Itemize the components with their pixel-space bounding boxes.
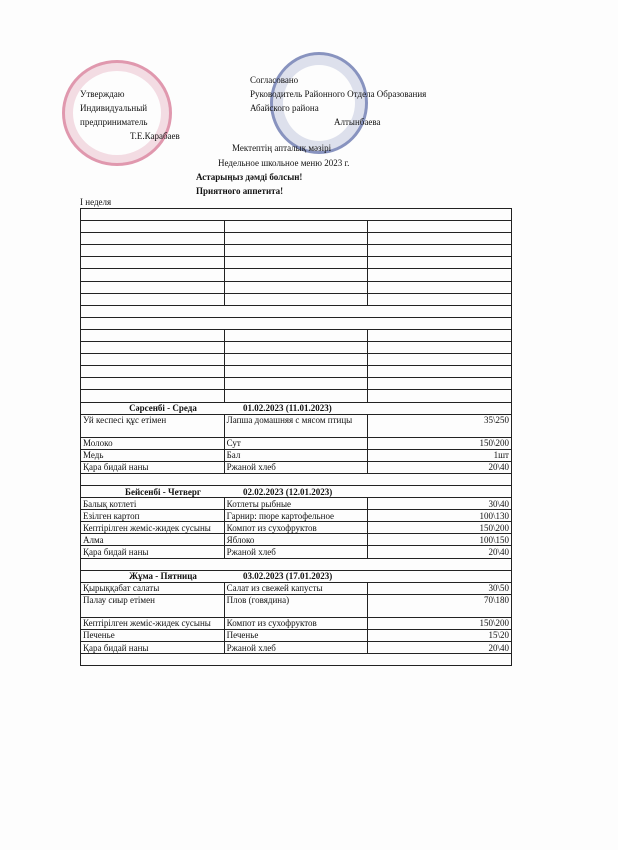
dish-kz: Кептірілген жеміс-жидек сусыны <box>81 617 225 629</box>
dish-ru: Компот из сухофруктов <box>224 617 368 629</box>
dish-qty: 150\200 <box>368 522 512 534</box>
dish-ru: Ржаной хлеб <box>224 546 368 558</box>
dish-kz: Кептірілген жеміс-жидек сусыны <box>81 522 225 534</box>
dish-ru: Печенье <box>224 629 368 641</box>
dish-kz: Қырыққабат салаты <box>81 582 225 594</box>
dish-kz: Алма <box>81 534 225 546</box>
dish-qty: 20\40 <box>368 461 512 473</box>
approve-right-line3: Абайского района <box>250 103 319 113</box>
dish-kz: Молоко <box>81 437 225 449</box>
table-row <box>81 642 512 654</box>
dish-ru: Гарнир: пюре картофельное <box>224 510 368 522</box>
table-row <box>81 498 512 510</box>
approve-left-name: Т.Е.Карабаев <box>130 131 180 141</box>
table-row <box>81 594 512 617</box>
table-row <box>81 449 512 461</box>
dish-qty: 20\40 <box>368 642 512 654</box>
dish-kz: Балық котлеті <box>81 498 225 510</box>
day-date: 03.02.2023 (17.01.2023) <box>243 571 333 582</box>
dish-qty: 20\40 <box>368 546 512 558</box>
dish-kz: Езілген картоп <box>81 510 225 522</box>
day-date: 02.02.2023 (12.01.2023) <box>243 486 333 497</box>
dish-kz: Қара бидай наны <box>81 461 225 473</box>
title-kz: Мектептің апталық мәзірі <box>232 143 332 153</box>
day-date: 01.02.2023 (11.01.2023) <box>243 403 332 414</box>
day-name: Бейсенбі - Четверг <box>125 486 201 497</box>
table-row <box>81 534 512 546</box>
dish-qty: 30\50 <box>368 582 512 594</box>
approve-left-line3: предприниматель <box>80 117 148 127</box>
approve-left-line1: Утверждаю <box>80 89 125 99</box>
table-row <box>81 510 512 522</box>
dish-qty: 150\200 <box>368 617 512 629</box>
table-row <box>81 414 512 437</box>
wish-kz: Астарыңыз дәмді болсын! <box>196 172 303 182</box>
dish-kz: Медь <box>81 449 225 461</box>
approve-left-line2: Индивидуальный <box>80 103 148 113</box>
dish-qty: 15\20 <box>368 629 512 641</box>
dish-ru: Яблоко <box>224 534 368 546</box>
table-row <box>81 461 512 473</box>
dish-qty: 70\180 <box>368 594 512 617</box>
dish-kz: Печенье <box>81 629 225 641</box>
dish-ru: Ржаной хлеб <box>224 461 368 473</box>
title-ru: Недельное школьное меню 2023 г. <box>218 158 350 168</box>
dish-qty: 30\40 <box>368 498 512 510</box>
wish-ru: Приятного аппетита! <box>196 186 284 196</box>
menu-table <box>80 208 512 666</box>
dish-ru: Ржаной хлеб <box>224 642 368 654</box>
dish-kz: Қара бидай наны <box>81 642 225 654</box>
dish-kz: Палау сиыр етімен <box>81 594 225 617</box>
day-name: Сәрсенбі - Среда <box>129 403 197 414</box>
dish-qty: 100\130 <box>368 510 512 522</box>
day-header <box>81 570 512 582</box>
week-label: I неделя <box>80 197 112 207</box>
dish-ru: Бал <box>224 449 368 461</box>
table-row <box>81 437 512 449</box>
dish-ru: Котлеты рыбные <box>224 498 368 510</box>
dish-ru: Салат из свежей капусты <box>224 582 368 594</box>
dish-qty: 1шт <box>368 449 512 461</box>
dish-qty: 35\250 <box>368 414 512 437</box>
approve-right-line1: Согласовано <box>250 75 299 85</box>
dish-ru: Лапша домашняя с мясом птицы <box>224 414 368 437</box>
blank-cell <box>81 209 512 221</box>
dish-ru: Сут <box>224 437 368 449</box>
dish-kz: Қара бидай наны <box>81 546 225 558</box>
dish-kz: Уй кеспесі құс етімен <box>81 414 225 437</box>
table-row <box>81 617 512 629</box>
approve-right-name: Алтынбаева <box>334 117 381 127</box>
dish-ru: Компот из сухофруктов <box>224 522 368 534</box>
day-header <box>81 485 512 497</box>
dish-ru: Плов (говядина) <box>224 594 368 617</box>
table-row <box>81 546 512 558</box>
day-name: Жұма - Пятница <box>129 571 197 582</box>
approve-right-line2: Руководитель Районного Отдела Образования <box>250 89 427 99</box>
dish-qty: 150\200 <box>368 437 512 449</box>
table-row <box>81 522 512 534</box>
table-row <box>81 582 512 594</box>
table-row <box>81 629 512 641</box>
dish-qty: 100\150 <box>368 534 512 546</box>
day-header <box>81 402 512 414</box>
